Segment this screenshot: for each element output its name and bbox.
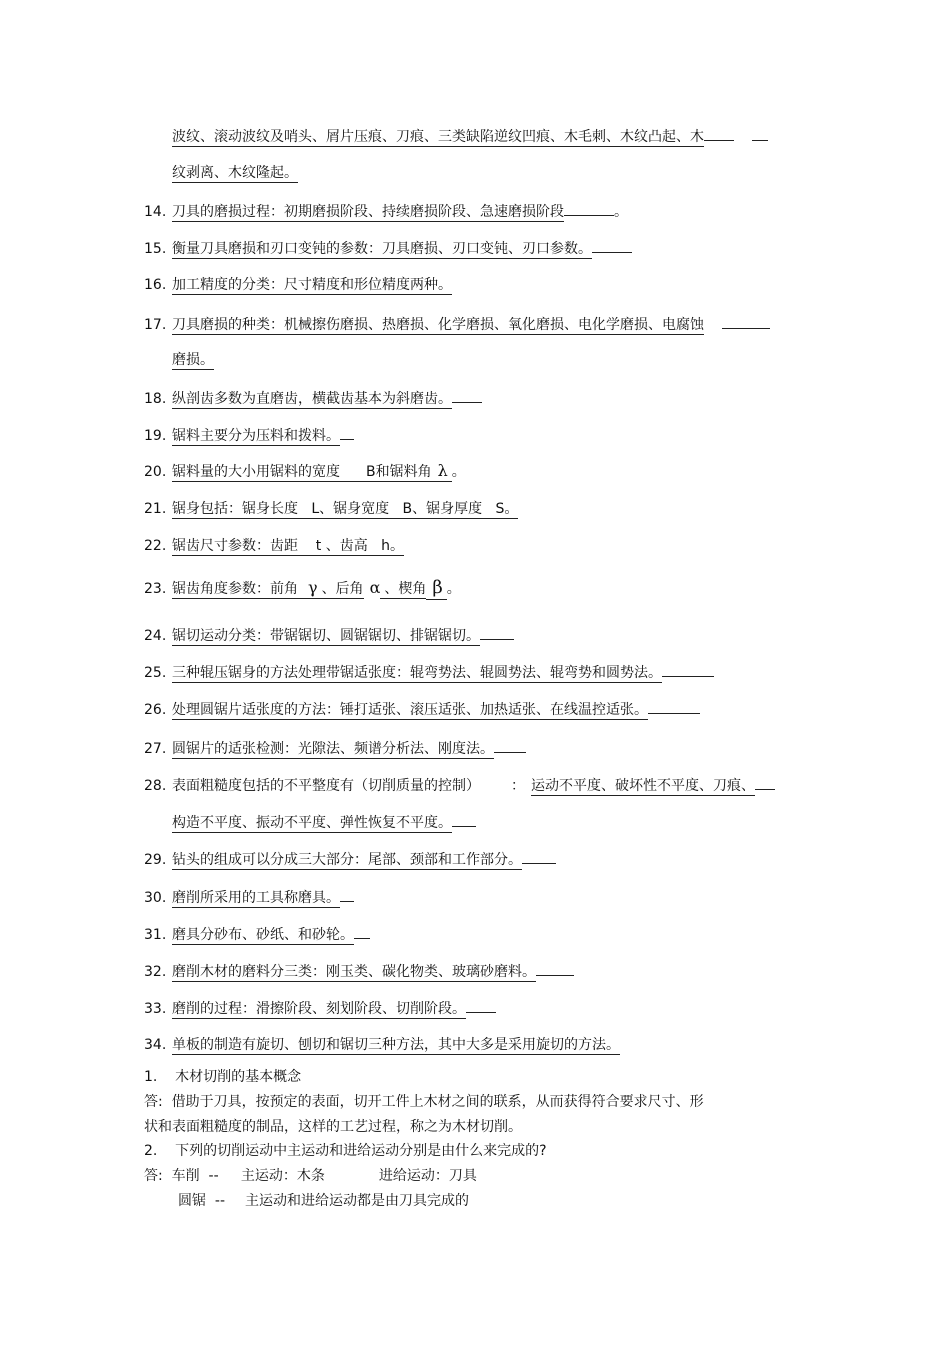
answer-blank [480, 624, 514, 640]
item-number: 21. [144, 501, 167, 517]
question-text: 1. 木材切削的基本概念 [144, 1069, 302, 1085]
answer-blank [522, 848, 556, 864]
item-line-2 [172, 163, 298, 183]
item-17-cont [172, 350, 214, 370]
answer-blank [340, 424, 354, 440]
item-number: 32. [144, 964, 167, 980]
item-line-1 [172, 125, 768, 147]
item-18 [144, 387, 482, 409]
item-24 [144, 624, 514, 646]
question-1 [144, 1067, 301, 1087]
item-number: 18. [144, 391, 167, 407]
item-number: 20. [144, 464, 167, 480]
question-text: 2. 下列的切削运动中主运动和进给运动分别是由什么来完成的? [144, 1143, 547, 1159]
item-number: 30. [144, 890, 167, 906]
item-text: 纹剥离、木纹隆起。 [172, 165, 298, 181]
item-number: 19. [144, 428, 167, 444]
item-text: 三种辊压锯身的方法处理带锯适张度：辊弯势法、辊圆势法、辊弯势和圆势法。 [172, 665, 662, 681]
answer-blank [722, 313, 770, 329]
item-31 [144, 923, 370, 945]
item-30 [144, 886, 354, 908]
answer-text: 答: 借助于刀具，按预定的表面，切开工件上木材之间的联系，从而获得符合要求尺寸、形 [144, 1094, 704, 1110]
item-symbol: B [340, 464, 376, 482]
lambda-symbol: λ [432, 461, 452, 482]
item-25 [144, 661, 714, 683]
answer-text: 圆锯 -- [178, 1193, 226, 1209]
item-number: 29. [144, 852, 167, 868]
item-text: 刀具的磨损过程：初期磨损阶段、持续磨损阶段、急速磨损阶段 [172, 204, 564, 220]
item-16 [144, 275, 452, 295]
item-colon: ： [511, 778, 525, 794]
item-text: 衡量刀具磨损和刃口变钝的参数：刀具磨损、刃口变钝、刃口参数。 [172, 241, 592, 257]
item-tail: 。 [614, 204, 628, 220]
item-number: 27. [144, 741, 167, 757]
answer-text: 状和表面粗糙度的制品，这样的工艺过程，称之为木材切削。 [144, 1119, 522, 1135]
item-text: 和锯料角 [375, 464, 432, 480]
item-text: 单板的制造有旋切、刨切和锯切三种方法，其中大多是采用旋切的方法。 [172, 1037, 620, 1053]
item-number: 34. [144, 1037, 167, 1053]
item-number: 26. [144, 702, 167, 718]
item-21 [144, 499, 518, 519]
item-number: 22. [144, 538, 167, 554]
item-34 [144, 1035, 620, 1055]
item-text: 锯身包括：锯身长度 L、锯身宽度 B、锯身厚度 S。 [172, 501, 519, 517]
item-text: 磨削的过程：滑擦阶段、刻划阶段、切削阶段。 [172, 1001, 466, 1017]
item-text: 刀具磨损的种类：机械擦伤磨损、热磨损、化学磨损、氧化磨损、电化学磨损、电腐蚀 [172, 317, 704, 333]
item-14 [144, 200, 628, 222]
item-text: 锯料主要分为压料和拨料。 [172, 428, 340, 444]
item-28 [144, 774, 775, 796]
gamma-symbol: γ [298, 578, 322, 599]
item-text: 、楔角 [380, 581, 426, 599]
answer-text: 主运动和进给运动都是由刀具完成的 [245, 1193, 470, 1209]
item-text: 运动不平度、破坏性不平度、刀痕、 [531, 778, 755, 794]
item-number: 17. [144, 317, 167, 333]
item-number: 23. [144, 581, 167, 597]
item-text: 钻头的组成可以分成三大部分：尾部、颈部和工作部分。 [172, 852, 522, 868]
item-15 [144, 237, 632, 259]
answer-blank [340, 886, 354, 902]
item-17 [144, 313, 770, 335]
item-number: 14. [144, 204, 167, 220]
item-23 [144, 578, 461, 599]
answer-1-line-1 [144, 1092, 704, 1112]
item-text: 纵剖齿多数为直磨齿，横截齿基本为斜磨齿。 [172, 391, 452, 407]
item-text: 锯齿角度参数：前角 [172, 581, 298, 597]
item-20 [144, 461, 466, 482]
answer-blank [452, 387, 482, 403]
question-2 [144, 1141, 547, 1161]
item-number: 16. [144, 277, 167, 293]
answer-blank [494, 737, 526, 753]
answer-text: 进给运动：刀具 [378, 1168, 477, 1184]
item-22 [144, 536, 404, 556]
answer-blank [592, 237, 632, 253]
item-number: 28. [144, 778, 167, 794]
item-number: 33. [144, 1001, 167, 1017]
answer-text: 答: 车削 -- 主运动：木条 [144, 1168, 325, 1184]
answer-blank [704, 125, 734, 141]
item-text: 加工精度的分类：尺寸精度和形位精度两种。 [172, 277, 452, 293]
item-text: 锯切运动分类：带锯锯切、圆锯锯切、排锯锯切。 [172, 628, 480, 644]
answer-blank [536, 960, 574, 976]
item-28-cont [172, 811, 476, 833]
item-text: 波纹、滚动波纹及哨头、屑片压痕、刀痕、三类缺陷逆纹凹痕、木毛刺、木纹凸起、木 [172, 129, 704, 145]
item-text: 、后角 [321, 581, 364, 597]
answer-blank [755, 774, 775, 790]
item-text: 磨削所采用的工具称磨具。 [172, 890, 340, 906]
item-27 [144, 737, 526, 759]
item-text: 处理圆锯片适张度的方法：锤打适张、滚压适张、加热适张、在线温控适张。 [172, 702, 648, 718]
item-32 [144, 960, 574, 982]
answer-2-line-1 [144, 1166, 477, 1186]
answer-blank [564, 200, 614, 216]
item-text: 表面粗糙度包括的不平整度有（切削质量的控制） [172, 778, 473, 794]
item-number: 15. [144, 241, 167, 257]
alpha-symbol: α [369, 578, 381, 597]
item-text: 锯料量的大小用锯料的宽度 [172, 464, 340, 480]
item-number: 24. [144, 628, 167, 644]
item-29 [144, 848, 556, 870]
item-tail: 。 [446, 581, 461, 597]
item-text: 磨具分砂布、砂纸、和砂轮。 [172, 927, 354, 943]
item-number: 25. [144, 665, 167, 681]
item-19 [144, 424, 354, 446]
item-text: 锯齿尺寸参数：齿距 t 、齿高 h。 [172, 538, 404, 554]
item-text: 构造不平度、振动不平度、弹性恢复不平度。 [172, 815, 452, 831]
item-26 [144, 698, 700, 720]
item-tail: 。 [451, 464, 466, 480]
beta-symbol: β [426, 577, 446, 600]
answer-blank [452, 811, 476, 827]
item-text: 磨削木材的磨料分三类：刚玉类、碳化物类、玻璃砂磨料。 [172, 964, 536, 980]
answer-blank [752, 125, 768, 141]
item-33 [144, 997, 496, 1019]
answer-blank [648, 698, 700, 714]
answer-blank [466, 997, 496, 1013]
item-number: 31. [144, 927, 167, 943]
item-text: 圆锯片的适张检测：光隙法、频谱分析法、刚度法。 [172, 741, 494, 757]
item-text: 磨损。 [172, 352, 214, 368]
answer-blank [354, 923, 370, 939]
answer-2-line-2 [178, 1191, 469, 1211]
answer-blank [662, 661, 714, 677]
answer-1-line-2 [144, 1117, 522, 1137]
